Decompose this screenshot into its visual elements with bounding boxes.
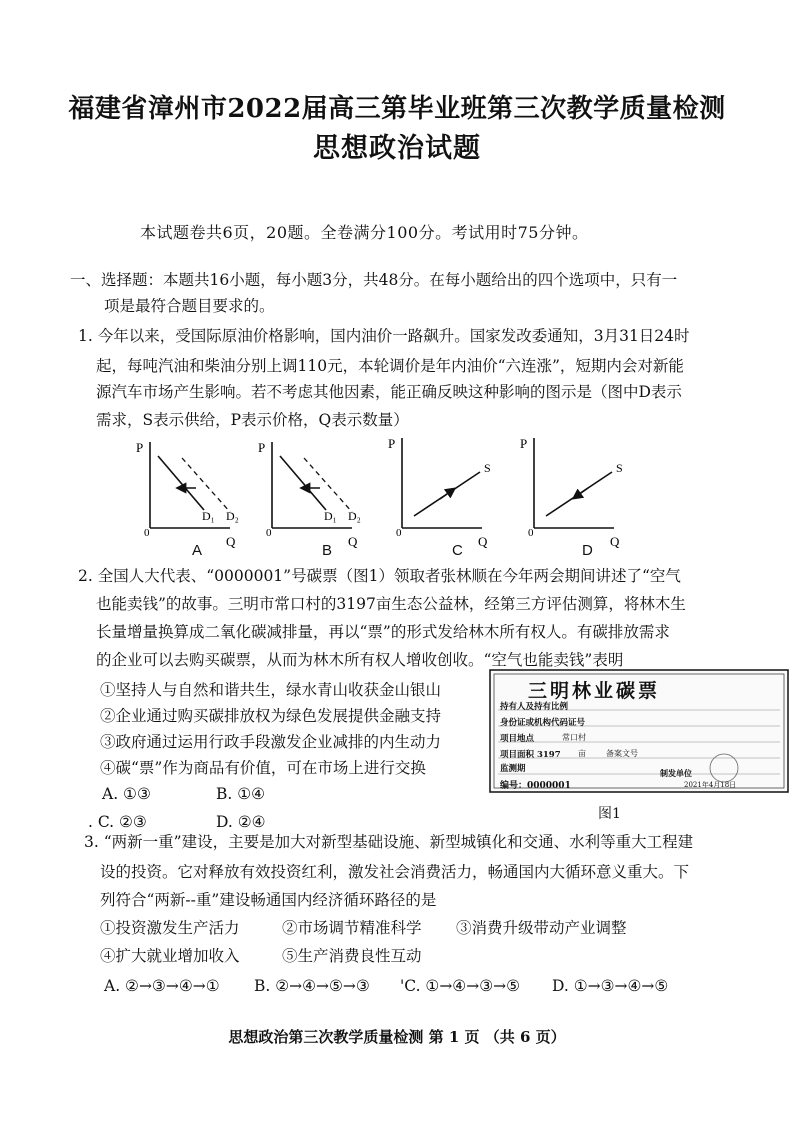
graph-a-caption: A [192, 542, 203, 559]
ticket-area-unit: 亩 [578, 749, 586, 758]
q2-item-3: ③政府通过运用行政手段激发企业减排的内生动力 [100, 733, 442, 751]
q3-line-3: 列符合“两新--重”建设畅通国内经济循环路径的是 [100, 891, 437, 909]
graph-b-caption: B [322, 542, 333, 559]
graph-a-p-label: P [136, 440, 144, 455]
graph-c-s-label: S [484, 461, 491, 475]
graph-d-arrow [574, 488, 588, 498]
graph-c-p-label: P [388, 436, 396, 451]
graph-d-q-label: Q [610, 534, 620, 549]
graph-c-arrow [440, 489, 454, 499]
graph-b-origin: 0 [266, 527, 272, 539]
graph-d-s-label: S [616, 461, 623, 475]
graph-b-curve-d2 [304, 458, 352, 512]
graph-a-origin: 0 [144, 527, 150, 539]
exam-info: 本试题卷共6页，20题。全卷满分100分。考试用时75分钟。 [140, 223, 589, 242]
graph-a [136, 440, 239, 549]
page-footer: 思想政治第三次教学质量检测 第 1 页 （共 6 页） [228, 1028, 566, 1046]
ticket-issuer-label: 制发单位 [660, 768, 692, 778]
section-heading-line-2: 项是最符合题目要求的。 [104, 297, 275, 315]
graph-d-p-label: P [520, 436, 528, 451]
graph-d-caption: D [582, 542, 593, 559]
q2-item-4: ④碳“票”作为商品有价值，可在市场上进行交换 [100, 759, 426, 777]
section-heading-line-1: 一、选择题：本题共16小题，每小题3分，共48分。在每小题给出的四个选项中，只有一 [70, 271, 678, 289]
q3-option-d: D. ①→③→④→⑤ [552, 977, 669, 995]
ticket-title: 三明林业碳票 [528, 680, 661, 702]
q1-line-1: 1. 今年以来，受国际原油价格影响，国内油价一路飙升。国家发改委通知，3月31日24时 [78, 327, 690, 345]
graph-c-caption: C [452, 542, 463, 559]
q3-option-c: 'C. ①→④→③→⑤ [400, 977, 520, 995]
q2-option-d: D. ②④ [216, 813, 266, 831]
exam-subtitle: 思想政治试题 [313, 133, 481, 164]
ticket-row-area: 项目面积 3197 [500, 750, 561, 760]
q2-option-b: B. ①④ [216, 785, 266, 803]
ticket-row-location: 项目地点 [500, 734, 535, 744]
ticket-row-id: 身份证或机构代码证号 [500, 718, 586, 728]
q2-line-2: 也能卖钱”的故事。三明市常口村的3197亩生态公益林，经第三方评估测算，将林木生 [96, 595, 686, 613]
graph-a-d1-label: D₁ [202, 509, 215, 523]
q1-line-3: 源汽车市场产生影响。若不考虑其他因素，能正确反映这种影响的图示是（图中D表示 [96, 383, 682, 401]
graph-d [520, 436, 623, 549]
q3-option-b: B. ②→④→⑤→③ [254, 977, 370, 995]
q3-line-1: 3. “两新一重”建设，主要是加大对新型基础设施、新型城镇化和交通、水利等重大工程建 [84, 833, 694, 851]
graph-b-curve-d1 [280, 456, 326, 510]
q2-item-2: ②企业通过购买碳排放权为绿色发展提供金融支持 [100, 707, 442, 725]
q2-line-3: 长量增量换算成二氧化碳减排量，再以“票”的形式发给林木所有权人。有碳排放需求 [96, 623, 670, 641]
ticket-location-value: 常口村 [562, 733, 586, 742]
ticket-row-holder: 持有人及持有比例 [500, 702, 569, 712]
graph-c-q-label: Q [478, 534, 488, 549]
q1-line-4: 需求，S表示供给，P表示价格，Q表示数量） [96, 411, 409, 429]
graph-a-d2-label: D₂ [226, 509, 239, 523]
q3-line-2: 设的投资。它对释放有效投资红利，激发社会消费活力，畅通国内大循环意义重大。下 [100, 863, 690, 881]
graph-a-curve-d1 [158, 456, 204, 510]
q2-line-1: 2. 全国人大代表、“0000001”号碳票（图1）领取者张林顺在今年两会期间讲述了“空气 [78, 567, 681, 585]
graph-c-origin: 0 [396, 527, 402, 539]
q1-line-2: 起，每吨汽油和柴油分别上调110元，本轮调价是年内油价“六连涨”，短期内会对新能 [96, 357, 684, 375]
graph-a-curve-d2 [182, 458, 230, 512]
graph-b [258, 440, 361, 549]
figure-1-caption: 图1 [598, 806, 621, 822]
graph-b-d2-label: D₂ [348, 509, 361, 523]
q2-line-4: 的企业可以去购买碳票，从而为林木所有权人增收创收。“空气也能卖钱”表明 [96, 651, 624, 669]
ticket-date: 2021年4月18日 [684, 781, 737, 789]
q3-item-2: ②市场调节精准科学 [282, 919, 422, 937]
ticket-filing-label: 备案文号 [606, 749, 638, 758]
exam-title: 福建省漳州市2022届高三第毕业班第三次教学质量检测 [68, 94, 726, 124]
ticket-row-number: 编号：0000001 [500, 781, 571, 791]
q3-item-1: ①投资激发生产活力 [100, 919, 240, 937]
graph-b-q-label: Q [348, 534, 358, 549]
q2-item-1: ①坚持人与自然和谐共生，绿水青山收获金山银山 [100, 681, 442, 699]
q3-item-4: ④扩大就业增加收入 [100, 947, 240, 965]
q3-item-3: ③消费升级带动产业调整 [456, 919, 627, 937]
q3-option-a: A. ②→③→④→① [104, 977, 220, 995]
carbon-ticket-figure [488, 668, 790, 794]
q2-option-a: A. ①③ [102, 785, 151, 803]
ticket-row-period: 监测期 [500, 764, 526, 774]
graph-b-p-label: P [258, 440, 266, 455]
graph-c [388, 436, 491, 549]
q2-option-c: . C. ②③ [88, 813, 147, 831]
graph-b-d1-label: D₁ [324, 509, 337, 523]
graph-d-origin: 0 [528, 527, 534, 539]
q3-item-5: ⑤生产消费良性互动 [282, 947, 422, 965]
graph-a-q-label: Q [226, 534, 236, 549]
